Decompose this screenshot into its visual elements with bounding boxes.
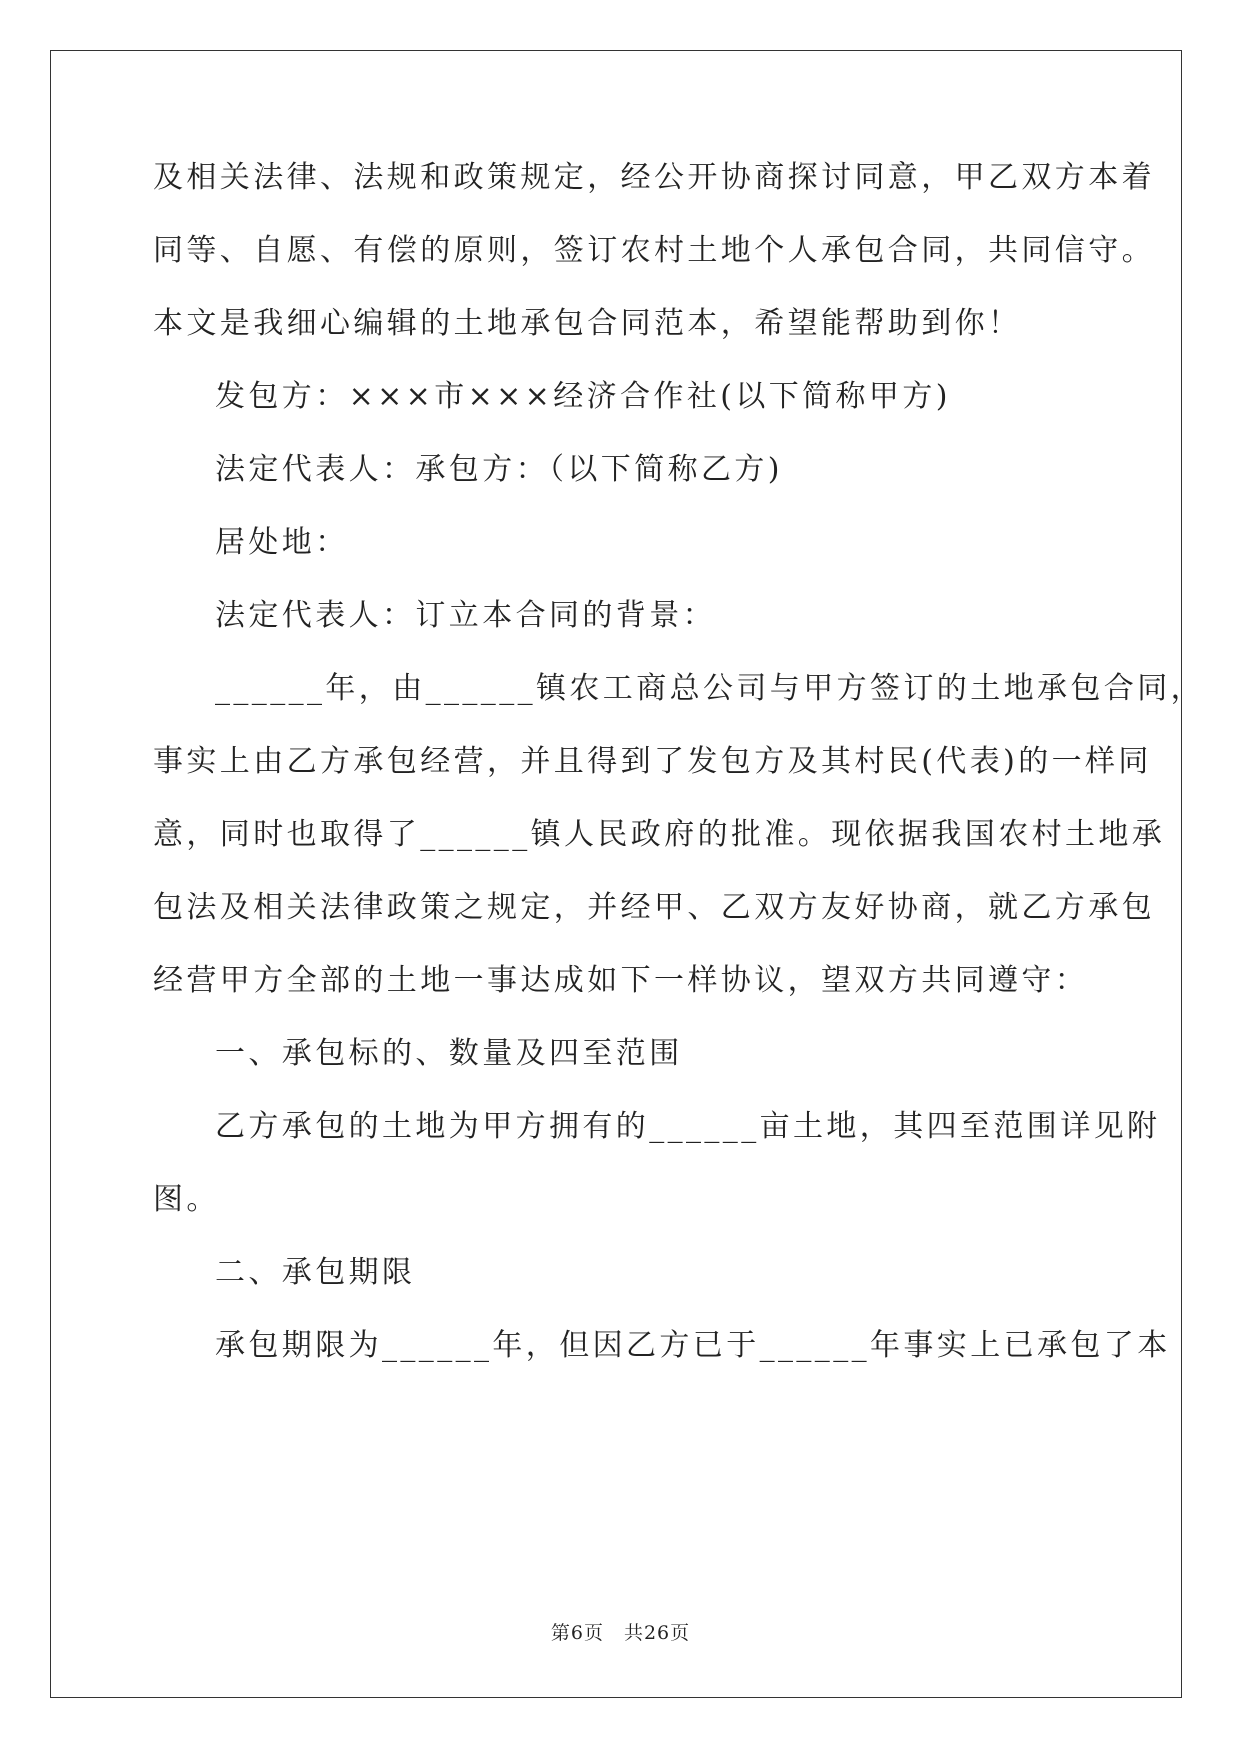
paragraph-line: 承包期限为______年，但因乙方已于______年事实上已承包了本 xyxy=(215,1328,1171,1363)
paragraph-line: 及相关法律、法规和政策规定，经公开协商探讨同意，甲乙双方本着 xyxy=(153,160,1155,195)
section-heading: 一、承包标的、数量及四至范围 xyxy=(215,1036,683,1071)
page-number-footer: 第6页 共26页 xyxy=(550,1622,691,1644)
page-border xyxy=(50,50,1182,1698)
paragraph-line: 发包方：×××市×××经济合作社(以下简称甲方) xyxy=(215,379,951,414)
paragraph-line: 同等、自愿、有偿的原则，签订农村土地个人承包合同，共同信守。 xyxy=(153,233,1155,268)
paragraph-line: ______年，由______镇农工商总公司与甲方签订的土地承包合同， xyxy=(215,671,1204,706)
paragraph-line: 本文是我细心编辑的土地承包合同范本，希望能帮助到你！ xyxy=(153,306,1022,341)
paragraph-line: 事实上由乙方承包经营，并且得到了发包方及其村民(代表)的一样同 xyxy=(153,744,1152,779)
paragraph-line: 法定代表人：承包方：（以下简称乙方) xyxy=(215,452,783,487)
paragraph-line: 图。 xyxy=(153,1182,220,1217)
paragraph-line: 经营甲方全部的土地一事达成如下一样协议，望双方共同遵守： xyxy=(153,963,1089,998)
paragraph-line: 居处地： xyxy=(215,525,349,560)
section-heading: 二、承包期限 xyxy=(215,1255,416,1290)
paragraph-line: 包法及相关法律政策之规定，并经甲、乙双方友好协商，就乙方承包 xyxy=(153,890,1155,925)
paragraph-line: 意，同时也取得了______镇人民政府的批准。现依据我国农村土地承 xyxy=(153,817,1166,852)
paragraph-line: 乙方承包的土地为甲方拥有的______亩土地，其四至范围详见附 xyxy=(215,1109,1161,1144)
paragraph-line: 法定代表人：订立本合同的背景： xyxy=(215,598,716,633)
